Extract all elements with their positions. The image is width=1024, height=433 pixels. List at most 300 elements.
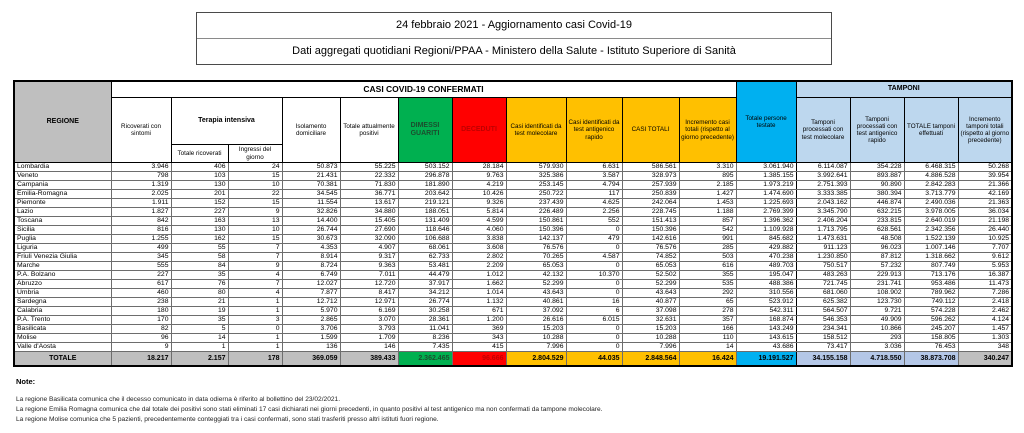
cell-totale-tamponi: 2.342.356	[904, 226, 958, 235]
cell-totale-tamponi: 807.749	[904, 262, 958, 271]
table-row	[14, 244, 1012, 253]
cell-incremento-casi-totali: 616	[679, 262, 736, 271]
cell-dimessi-guariti: 62.733	[398, 253, 452, 262]
table-row	[14, 289, 1012, 298]
cell-totale-persone-testate: 489.703	[736, 262, 796, 271]
cell-casi-totali: 250.839	[622, 190, 679, 199]
region-name: Abruzzo	[14, 280, 111, 289]
cell-totale-ricoverati: 103	[171, 172, 228, 181]
cell-tamponi-test-antigenico: 87.812	[850, 253, 904, 262]
cell-casi-test-antigenico: 0	[566, 343, 622, 352]
cell-ingressi-del-giorno: 22	[228, 190, 282, 199]
cell-deceduti: 671	[452, 307, 506, 316]
cell-dimessi-guariti: 53.481	[398, 262, 452, 271]
cell-incremento-casi-totali: 1.188	[679, 208, 736, 217]
cell-incremento-tamponi: 42.169	[958, 190, 1012, 199]
cell-deceduti: 415	[452, 343, 506, 352]
cell-totale-attualmente-positivi: 8.417	[340, 289, 398, 298]
cell-casi-test-antigenico: 2.256	[566, 208, 622, 217]
cell-totale-ricoverati: 1	[171, 343, 228, 352]
cell-isolamento-domiciliare: 4.353	[282, 244, 340, 253]
cell-totale-tamponi: 2.640.019	[904, 217, 958, 226]
cell-isolamento-domiciliare: 21.431	[282, 172, 340, 181]
cell-isolamento-domiciliare: 30.673	[282, 235, 340, 244]
cell-ricoverati-con-sintomi: 180	[111, 307, 171, 316]
cell-tamponi-test-molecolare: 2.751.393	[796, 181, 850, 190]
cell-tamponi-test-antigenico: 293	[850, 334, 904, 343]
cell-tamponi-test-antigenico: 354.228	[850, 163, 904, 172]
cell-casi-test-molecolare: 579.930	[506, 163, 566, 172]
cell-deceduti: 369	[452, 325, 506, 334]
cell-totale-persone-testate: 1.225.693	[736, 199, 796, 208]
cell-deceduti: 9.763	[452, 172, 506, 181]
cell-incremento-tamponi: 21.198	[958, 217, 1012, 226]
notes-title: Note:	[16, 377, 36, 386]
cell-isolamento-domiciliare: 6.749	[282, 271, 340, 280]
cell-totale-ricoverati: 152	[171, 199, 228, 208]
cell-totale-tamponi: 158.805	[904, 334, 958, 343]
cell-tamponi-test-molecolare: 483.263	[796, 271, 850, 280]
cell-totale-ricoverati: 21	[171, 298, 228, 307]
cell-incremento-tamponi: 4.124	[958, 316, 1012, 325]
cell-totale-persone-testate: 523.912	[736, 298, 796, 307]
cell-incremento-casi-totali: 857	[679, 217, 736, 226]
cell-totale-persone-testate: 470.238	[736, 253, 796, 262]
region-name: Lombardia	[14, 163, 111, 172]
cell-totale-persone-testate: 1.396.362	[736, 217, 796, 226]
cell-totale-tamponi: 3.978.005	[904, 208, 958, 217]
cell-deceduti: 96.666	[452, 352, 506, 367]
cell-tamponi-test-antigenico: 123.730	[850, 298, 904, 307]
cell-dimessi-guariti: 26.774	[398, 298, 452, 307]
cell-isolamento-domiciliare: 8.914	[282, 253, 340, 262]
header-totale-persone-testate: Totale persone testate	[736, 81, 796, 163]
cell-casi-totali: 10.288	[622, 334, 679, 343]
cell-tamponi-test-antigenico: 628.561	[850, 226, 904, 235]
cell-casi-totali: 43.643	[622, 289, 679, 298]
cell-ingressi-del-giorno: 0	[228, 325, 282, 334]
cell-incremento-tamponi: 39.954	[958, 172, 1012, 181]
cell-tamponi-test-antigenico: 231.741	[850, 280, 904, 289]
cell-tamponi-test-antigenico: 96.023	[850, 244, 904, 253]
cell-casi-totali: 150.396	[622, 226, 679, 235]
cell-totale-persone-testate: 2.769.399	[736, 208, 796, 217]
region-name: Calabria	[14, 307, 111, 316]
cell-totale-ricoverati: 84	[171, 262, 228, 271]
cell-casi-test-molecolare: 253.145	[506, 181, 566, 190]
cell-casi-test-molecolare: 142.137	[506, 235, 566, 244]
cell-totale-tamponi: 789.962	[904, 289, 958, 298]
region-name: Sicilia	[14, 226, 111, 235]
cell-incremento-tamponi: 36.034	[958, 208, 1012, 217]
region-name: Valle d'Aosta	[14, 343, 111, 352]
cell-incremento-tamponi: 9.612	[958, 253, 1012, 262]
cell-totale-ricoverati: 35	[171, 271, 228, 280]
cell-totale-tamponi: 4.886.528	[904, 172, 958, 181]
cell-deceduti: 1.012	[452, 271, 506, 280]
cell-ricoverati-con-sintomi: 3.946	[111, 163, 171, 172]
table-row	[14, 172, 1012, 181]
cell-totale-persone-testate: 19.191.527	[736, 352, 796, 367]
region-name: Emilia-Romagna	[14, 190, 111, 199]
cell-ingressi-del-giorno: 15	[228, 199, 282, 208]
cell-ricoverati-con-sintomi: 18.217	[111, 352, 171, 367]
cell-dimessi-guariti: 203.642	[398, 190, 452, 199]
table-row	[14, 316, 1012, 325]
table-row	[14, 226, 1012, 235]
cell-totale-tamponi: 749.112	[904, 298, 958, 307]
cell-casi-test-antigenico: 6.015	[566, 316, 622, 325]
region-name: Friuli Venezia Giulia	[14, 253, 111, 262]
cell-dimessi-guariti: 106.688	[398, 235, 452, 244]
cell-incremento-tamponi: 50.268	[958, 163, 1012, 172]
cell-dimessi-guariti: 2.362.465	[398, 352, 452, 367]
cell-totale-tamponi: 3.713.779	[904, 190, 958, 199]
cell-totale-ricoverati: 406	[171, 163, 228, 172]
cell-tamponi-test-antigenico: 57.232	[850, 262, 904, 271]
cell-isolamento-domiciliare: 50.873	[282, 163, 340, 172]
cell-totale-attualmente-positivi: 36.771	[340, 190, 398, 199]
cell-ingressi-del-giorno: 24	[228, 163, 282, 172]
region-name: Liguria	[14, 244, 111, 253]
cell-totale-ricoverati: 130	[171, 226, 228, 235]
cell-tamponi-test-antigenico: 233.815	[850, 217, 904, 226]
cell-totale-attualmente-positivi: 71.830	[340, 181, 398, 190]
cell-totale-ricoverati: 130	[171, 181, 228, 190]
cell-deceduti: 1.662	[452, 280, 506, 289]
cell-totale-ricoverati: 2.157	[171, 352, 228, 367]
cell-isolamento-domiciliare: 2.865	[282, 316, 340, 325]
cell-casi-test-molecolare: 37.092	[506, 307, 566, 316]
cell-ricoverati-con-sintomi: 617	[111, 280, 171, 289]
report-header	[196, 12, 832, 65]
table-row	[14, 334, 1012, 343]
region-name: Lazio	[14, 208, 111, 217]
cell-incremento-casi-totali: 285	[679, 244, 736, 253]
cell-totale-persone-testate: 3.061.940	[736, 163, 796, 172]
cell-tamponi-test-molecolare: 3.345.790	[796, 208, 850, 217]
cell-ricoverati-con-sintomi: 460	[111, 289, 171, 298]
cell-totale-ricoverati: 14	[171, 334, 228, 343]
cell-isolamento-domiciliare: 3.706	[282, 325, 340, 334]
cell-ricoverati-con-sintomi: 816	[111, 226, 171, 235]
header-tamponi-test-molecolare: Tamponi processati con test molecolare	[796, 98, 850, 163]
cell-casi-totali: 328.973	[622, 172, 679, 181]
cell-casi-test-antigenico: 3.587	[566, 172, 622, 181]
cell-dimessi-guariti: 296.878	[398, 172, 452, 181]
table-header	[14, 81, 1012, 163]
cell-casi-test-molecolare: 7.996	[506, 343, 566, 352]
header-incremento-casi-totali: Incremento casi totali (rispetto al giorno precedente)	[679, 98, 736, 163]
cell-ingressi-del-giorno: 7	[228, 253, 282, 262]
cell-casi-test-antigenico: 552	[566, 217, 622, 226]
cell-totale-persone-testate: 195.047	[736, 271, 796, 280]
cell-totale-tamponi: 1.007.146	[904, 244, 958, 253]
cell-casi-totali: 151.413	[622, 217, 679, 226]
cell-tamponi-test-molecolare: 681.060	[796, 289, 850, 298]
cell-totale-tamponi: 574.228	[904, 307, 958, 316]
cell-totale-persone-testate: 168.874	[736, 316, 796, 325]
cell-casi-test-molecolare: 15.203	[506, 325, 566, 334]
cell-casi-test-antigenico: 479	[566, 235, 622, 244]
table-row	[14, 217, 1012, 226]
header-casi-test-antigenico: Casi identificati da test antigenico rapido	[566, 98, 622, 163]
cell-ricoverati-con-sintomi: 96	[111, 334, 171, 343]
cell-deceduti: 3.608	[452, 244, 506, 253]
cell-casi-totali: 74.852	[622, 253, 679, 262]
cell-tamponi-test-antigenico: 229.913	[850, 271, 904, 280]
cell-deceduti: 2.802	[452, 253, 506, 262]
cell-deceduti: 343	[452, 334, 506, 343]
cell-isolamento-domiciliare: 8.724	[282, 262, 340, 271]
cell-incremento-tamponi: 340.247	[958, 352, 1012, 367]
cell-casi-test-molecolare: 325.386	[506, 172, 566, 181]
header-tamponi-test-antigenico: Tamponi processati con test antigenico rapido	[850, 98, 904, 163]
cell-deceduti: 1.014	[452, 289, 506, 298]
cell-casi-test-molecolare: 237.439	[506, 199, 566, 208]
cell-incremento-tamponi: 21.366	[958, 181, 1012, 190]
cell-ricoverati-con-sintomi: 345	[111, 253, 171, 262]
cell-incremento-tamponi: 5.953	[958, 262, 1012, 271]
cell-dimessi-guariti: 8.236	[398, 334, 452, 343]
cell-totale-ricoverati: 80	[171, 289, 228, 298]
cell-casi-test-antigenico: 4.794	[566, 181, 622, 190]
header-casi-totali: CASI TOTALI	[622, 98, 679, 163]
cell-isolamento-domiciliare: 70.381	[282, 181, 340, 190]
cell-tamponi-test-antigenico: 446.874	[850, 199, 904, 208]
cell-incremento-tamponi: 10.925	[958, 235, 1012, 244]
cell-ricoverati-con-sintomi: 1.255	[111, 235, 171, 244]
cell-incremento-casi-totali: 278	[679, 307, 736, 316]
table-row	[14, 298, 1012, 307]
cell-totale-ricoverati: 163	[171, 217, 228, 226]
cell-casi-test-antigenico: 10.370	[566, 271, 622, 280]
region-name: Veneto	[14, 172, 111, 181]
cell-isolamento-domiciliare: 14.400	[282, 217, 340, 226]
cell-tamponi-test-molecolare: 750.517	[796, 262, 850, 271]
table-row	[14, 190, 1012, 199]
cell-totale-attualmente-positivi: 6.169	[340, 307, 398, 316]
cell-isolamento-domiciliare: 12.027	[282, 280, 340, 289]
cell-casi-test-molecolare: 40.861	[506, 298, 566, 307]
table-row	[14, 199, 1012, 208]
cell-totale-ricoverati: 5	[171, 325, 228, 334]
cell-incremento-casi-totali: 991	[679, 235, 736, 244]
cell-incremento-casi-totali: 1.453	[679, 199, 736, 208]
cell-ingressi-del-giorno: 10	[228, 181, 282, 190]
cell-totale-attualmente-positivi: 9.363	[340, 262, 398, 271]
region-name: Molise	[14, 334, 111, 343]
cell-tamponi-test-molecolare: 73.417	[796, 343, 850, 352]
cell-incremento-tamponi: 16.387	[958, 271, 1012, 280]
cell-incremento-casi-totali: 355	[679, 271, 736, 280]
cell-totale-tamponi: 1.522.139	[904, 235, 958, 244]
cell-totale-attualmente-positivi: 9.317	[340, 253, 398, 262]
cell-incremento-tamponi: 2.462	[958, 307, 1012, 316]
cell-ricoverati-con-sintomi: 1.827	[111, 208, 171, 217]
cell-incremento-casi-totali: 16.424	[679, 352, 736, 367]
cell-casi-test-antigenico: 117	[566, 190, 622, 199]
cell-deceduti: 28.184	[452, 163, 506, 172]
cell-ingressi-del-giorno: 4	[228, 271, 282, 280]
cell-ricoverati-con-sintomi: 842	[111, 217, 171, 226]
table-row	[14, 163, 1012, 172]
header-ingressi-del-giorno: Ingressi del giorno	[228, 145, 282, 163]
cell-casi-test-molecolare: 70.265	[506, 253, 566, 262]
cell-ingressi-del-giorno: 9	[228, 262, 282, 271]
cell-totale-persone-testate: 143.249	[736, 325, 796, 334]
cell-dimessi-guariti: 219.121	[398, 199, 452, 208]
region-name: P.A. Trento	[14, 316, 111, 325]
cell-ingressi-del-giorno: 15	[228, 172, 282, 181]
cell-tamponi-test-molecolare: 3.333.385	[796, 190, 850, 199]
cell-totale-attualmente-positivi: 34.880	[340, 208, 398, 217]
cell-incremento-casi-totali: 3.310	[679, 163, 736, 172]
cell-casi-test-antigenico: 6	[566, 307, 622, 316]
cell-dimessi-guariti: 28.361	[398, 316, 452, 325]
table-row	[14, 262, 1012, 271]
cell-totale-ricoverati: 162	[171, 235, 228, 244]
cell-deceduti: 10.426	[452, 190, 506, 199]
cell-incremento-casi-totali: 292	[679, 289, 736, 298]
cell-incremento-casi-totali: 895	[679, 172, 736, 181]
cell-tamponi-test-antigenico: 380.394	[850, 190, 904, 199]
cell-casi-test-molecolare: 52.299	[506, 280, 566, 289]
header-casi-confermati-band: CASI COVID-19 CONFERMATI	[111, 81, 736, 98]
cell-deceduti: 4.219	[452, 181, 506, 190]
covid-table-container	[13, 80, 1013, 367]
cell-dimessi-guariti: 34.212	[398, 289, 452, 298]
cell-totale-attualmente-positivi: 12.720	[340, 280, 398, 289]
cell-dimessi-guariti: 188.051	[398, 208, 452, 217]
table-row	[14, 271, 1012, 280]
cell-totale-tamponi: 2.842.283	[904, 181, 958, 190]
region-name: Basilicata	[14, 325, 111, 334]
region-name: Campania	[14, 181, 111, 190]
cell-casi-totali: 32.631	[622, 316, 679, 325]
notes-section	[16, 377, 1006, 426]
cell-totale-ricoverati: 76	[171, 280, 228, 289]
cell-dimessi-guariti: 11.041	[398, 325, 452, 334]
cell-dimessi-guariti: 30.258	[398, 307, 452, 316]
cell-casi-test-molecolare: 150.861	[506, 217, 566, 226]
cell-tamponi-test-antigenico: 9.721	[850, 307, 904, 316]
cell-tamponi-test-molecolare: 3.992.641	[796, 172, 850, 181]
cell-totale-tamponi: 596.262	[904, 316, 958, 325]
cell-ricoverati-con-sintomi: 9	[111, 343, 171, 352]
cell-totale-attualmente-positivi: 3.793	[340, 325, 398, 334]
cell-tamponi-test-antigenico: 893.887	[850, 172, 904, 181]
cell-totale-persone-testate: 542.311	[736, 307, 796, 316]
cell-ricoverati-con-sintomi: 227	[111, 271, 171, 280]
cell-deceduti: 4.599	[452, 217, 506, 226]
total-label: TOTALE	[14, 352, 111, 367]
cell-totale-persone-testate: 429.882	[736, 244, 796, 253]
cell-totale-tamponi: 2.490.036	[904, 199, 958, 208]
cell-ingressi-del-giorno: 15	[228, 235, 282, 244]
cell-totale-attualmente-positivi: 13.617	[340, 199, 398, 208]
cell-ricoverati-con-sintomi: 2.025	[111, 190, 171, 199]
cell-ricoverati-con-sintomi: 798	[111, 172, 171, 181]
cell-deceduti: 1.132	[452, 298, 506, 307]
cell-incremento-casi-totali: 65	[679, 298, 736, 307]
cell-tamponi-test-antigenico: 632.215	[850, 208, 904, 217]
cell-casi-totali: 40.877	[622, 298, 679, 307]
cell-totale-ricoverati: 19	[171, 307, 228, 316]
cell-tamponi-test-molecolare: 34.155.158	[796, 352, 850, 367]
cell-incremento-tamponi: 348	[958, 343, 1012, 352]
cell-dimessi-guariti: 503.152	[398, 163, 452, 172]
cell-casi-test-antigenico: 44.035	[566, 352, 622, 367]
header-totale-tamponi: TOTALE tamponi effettuati	[904, 98, 958, 163]
cell-incremento-tamponi: 1.303	[958, 334, 1012, 343]
cell-incremento-tamponi: 11.473	[958, 280, 1012, 289]
region-name: Piemonte	[14, 199, 111, 208]
cell-casi-totali: 7.996	[622, 343, 679, 352]
cell-dimessi-guariti: 68.061	[398, 244, 452, 253]
cell-deceduti: 3.838	[452, 235, 506, 244]
cell-totale-attualmente-positivi: 389.433	[340, 352, 398, 367]
header-deceduti: DECEDUTI	[452, 98, 506, 163]
note-line: La regione Basilicata comunica che il decesso comunicato in data odierna è riferito al bollettino del 23/02/2021.	[16, 396, 341, 403]
header-totale-attualmente-positivi: Totale attualmente positivi	[340, 98, 398, 163]
region-name: P.A. Bolzano	[14, 271, 111, 280]
header-terapia-intensiva: Terapia intensiva	[171, 98, 282, 145]
header-tamponi-band: TAMPONI	[796, 81, 1012, 98]
cell-casi-test-molecolare: 226.489	[506, 208, 566, 217]
cell-totale-tamponi: 76.453	[904, 343, 958, 352]
cell-tamponi-test-antigenico: 48.508	[850, 235, 904, 244]
cell-tamponi-test-molecolare: 1.713.795	[796, 226, 850, 235]
cell-casi-test-molecolare: 150.396	[506, 226, 566, 235]
report-title: 24 febbraio 2021 - Aggiornamento casi Covid-19	[395, 19, 633, 31]
cell-ricoverati-con-sintomi: 1.911	[111, 199, 171, 208]
cell-isolamento-domiciliare: 5.970	[282, 307, 340, 316]
table-body	[14, 163, 1012, 367]
header-incremento-tamponi: Incremento tamponi totali (rispetto al giorno precedente)	[958, 98, 1012, 163]
cell-casi-test-molecolare: 76.576	[506, 244, 566, 253]
region-name: Umbria	[14, 289, 111, 298]
cell-ricoverati-con-sintomi: 1.319	[111, 181, 171, 190]
cell-casi-test-molecolare: 26.616	[506, 316, 566, 325]
cell-totale-attualmente-positivi: 4.907	[340, 244, 398, 253]
cell-totale-attualmente-positivi: 146	[340, 343, 398, 352]
header-regione: REGIONE	[14, 81, 111, 163]
cell-isolamento-domiciliare: 12.712	[282, 298, 340, 307]
cell-casi-test-antigenico: 0	[566, 325, 622, 334]
cell-tamponi-test-antigenico: 3.036	[850, 343, 904, 352]
cell-totale-attualmente-positivi: 22.332	[340, 172, 398, 181]
cell-ingressi-del-giorno: 9	[228, 208, 282, 217]
header-dimessi-guariti: DIMESSI GUARITI	[398, 98, 452, 163]
cell-totale-tamponi: 713.176	[904, 271, 958, 280]
cell-casi-test-antigenico: 0	[566, 289, 622, 298]
cell-incremento-casi-totali: 503	[679, 253, 736, 262]
cell-ingressi-del-giorno: 1	[228, 298, 282, 307]
cell-casi-test-molecolare: 65.053	[506, 262, 566, 271]
cell-dimessi-guariti: 44.479	[398, 271, 452, 280]
cell-deceduti: 4.060	[452, 226, 506, 235]
cell-incremento-casi-totali: 166	[679, 325, 736, 334]
cell-casi-totali: 142.616	[622, 235, 679, 244]
cell-tamponi-test-molecolare: 1.230.850	[796, 253, 850, 262]
cell-isolamento-domiciliare: 1.599	[282, 334, 340, 343]
cell-ingressi-del-giorno: 4	[228, 289, 282, 298]
cell-isolamento-domiciliare: 136	[282, 343, 340, 352]
table-row	[14, 235, 1012, 244]
table-row	[14, 307, 1012, 316]
cell-totale-attualmente-positivi: 27.690	[340, 226, 398, 235]
